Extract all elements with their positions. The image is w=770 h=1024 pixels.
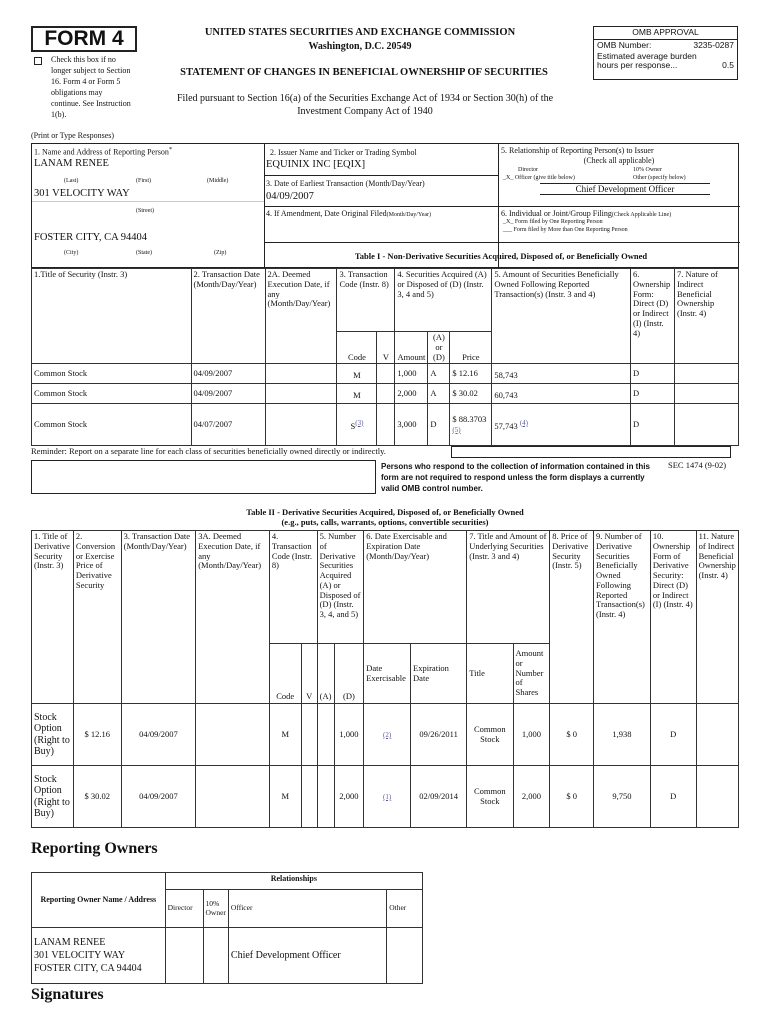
t2-price: $ 30.02 xyxy=(73,766,121,828)
t2-h-dprice: 8. Price of Derivative Security (Instr. 5) xyxy=(550,531,594,704)
reminder-field-left xyxy=(31,460,376,494)
t1-sub-v: V xyxy=(377,332,395,364)
t2-h-deemed: 3A. Deemed Execution Date, if any (Month/Day/Year) xyxy=(196,531,270,704)
t2-title: Stock Option (Right to Buy) xyxy=(32,766,74,828)
owner-other xyxy=(387,928,423,984)
filing-more[interactable]: ___ Form filed by More than One Reporting Person xyxy=(503,227,628,233)
owner-ten xyxy=(203,928,228,984)
t1-nature xyxy=(674,384,738,404)
t1-date: 04/09/2007 xyxy=(191,384,265,404)
t2-sub-d: (D) xyxy=(334,644,364,704)
relationship-officer-check[interactable]: _X_ Officer (give title below) xyxy=(503,175,575,181)
reporting-person-name: LANAM RENEE xyxy=(34,158,109,169)
omb-burden-label: Estimated average burden xyxy=(597,50,697,61)
t1-sub-code: Code xyxy=(337,332,377,364)
table-row xyxy=(32,404,739,446)
filed-pursuant-line2: Investment Company Act of 1940 xyxy=(297,106,433,117)
relationship-director: Director xyxy=(518,167,538,173)
t2-title: Stock Option (Right to Buy) xyxy=(32,704,74,766)
t2-owned: 9,750 xyxy=(594,766,651,828)
t2-sub-exer: Date Exercisable xyxy=(364,644,411,704)
t2-owned: 1,938 xyxy=(594,704,651,766)
t2-exer xyxy=(364,766,411,828)
omb-number: 3235-0287 xyxy=(693,39,734,50)
t2-u-amount: 2,000 xyxy=(513,766,550,828)
t2-u-title: Common Stock xyxy=(467,704,513,766)
owners-h-ten: 10% Owner xyxy=(203,890,228,928)
agency-city: Washington, D.C. 20549 xyxy=(308,41,412,52)
t2-h-title: 1. Title of Derivative Security (Instr. 3) xyxy=(32,531,74,704)
t2-deemed xyxy=(196,704,270,766)
t2-code: M xyxy=(269,704,301,766)
table1 xyxy=(31,268,739,446)
reporting-person-city: FOSTER CITY, CA 94404 xyxy=(34,232,147,243)
middle-label: (Middle) xyxy=(207,178,229,184)
t2-form: D xyxy=(650,766,696,828)
t2-h-underlying: 7. Title and Amount of Underlying Securities (Instr. 3 and 4) xyxy=(467,531,550,644)
t1-title: Common Stock xyxy=(32,384,192,404)
t1-sub-price: Price xyxy=(450,332,492,364)
t1-code: M xyxy=(337,384,377,404)
t2-h-nature: 11. Nature of Indirect Beneficial Ownership (Instr. 4) xyxy=(696,531,738,704)
owners-h-rel: Relationships xyxy=(165,873,422,890)
t1-code: M xyxy=(337,364,377,384)
owners-h-officer: Officer xyxy=(228,890,386,928)
t2-v xyxy=(301,704,317,766)
t1-h-nature: 7. Nature of Indirect Beneficial Ownership (Instr. 4) xyxy=(674,269,738,364)
relationship-other: Other (specify below) xyxy=(633,175,686,181)
t2-date: 04/09/2007 xyxy=(121,766,196,828)
state-label: (State) xyxy=(136,250,152,256)
t1-price: $ 88.3703 (5) xyxy=(450,404,492,446)
t1-code-footnote[interactable]: (3) xyxy=(355,418,364,427)
omb-approval-box xyxy=(593,26,738,80)
t1-code: S$^{(3)}$ xyxy=(337,404,377,446)
t1-form: D xyxy=(631,364,675,384)
t1-deemed xyxy=(265,364,337,384)
issuer-label: 2. Issuer Name and Ticker or Trading Symbol xyxy=(270,148,417,157)
t2-date: 04/09/2007 xyxy=(121,704,196,766)
relationship-label: 5. Relationship of Reporting Person(s) to Issuer xyxy=(501,146,654,155)
owners-h-other: Other xyxy=(387,890,423,928)
owner-addr1: 301 VELOCITY WAY xyxy=(34,950,126,961)
filing-one[interactable]: _X_ Form filed by One Reporting Person xyxy=(503,219,603,225)
t1-date: 04/09/2007 xyxy=(191,364,265,384)
t2-a xyxy=(317,766,334,828)
t1-form: D xyxy=(631,384,675,404)
form-title-box xyxy=(31,26,137,52)
t1-form: D xyxy=(631,404,675,446)
t2-v xyxy=(301,766,317,828)
omb-hours-label: hours per response... xyxy=(597,60,678,71)
t1-sub-aord: (A) or (D) xyxy=(428,332,450,364)
owner-director xyxy=(165,928,203,984)
t2-sub-a: (A) xyxy=(317,644,334,704)
t2-exp: 09/26/2011 xyxy=(411,704,467,766)
t2-price: $ 12.16 xyxy=(73,704,121,766)
t2-exer xyxy=(364,704,411,766)
table-row xyxy=(32,384,739,404)
t2-h-code: 4. Transaction Code (Instr. 8) xyxy=(269,531,317,644)
t1-amount: 1,000 xyxy=(395,364,428,384)
t2-dprice: $ 0 xyxy=(550,704,594,766)
reminder-text: Reminder: Report on a separate line for each class of securities beneficially owned directly or indirectly. xyxy=(31,446,386,456)
t1-v xyxy=(377,384,395,404)
city-label: (City) xyxy=(64,250,79,256)
earliest-transaction-date: 04/09/2007 xyxy=(266,191,314,202)
owner-address xyxy=(32,928,166,984)
t1-h-owned: 5. Amount of Securities Beneficially Owned Following Reported Transaction(s) (Instr. 3 and 4) xyxy=(492,269,631,364)
t2-exp: 02/09/2014 xyxy=(411,766,467,828)
t2-exer-footnote[interactable]: (1) xyxy=(383,792,392,801)
t1-date: 04/07/2007 xyxy=(191,404,265,446)
t2-sub-code: Code xyxy=(269,644,301,704)
t1-price: $ 12.16 xyxy=(450,364,492,384)
reminder-field-right xyxy=(451,446,731,458)
omb-hours: 0.5 xyxy=(722,60,734,71)
t2-h-price: 2. Conversion or Exercise Price of Derivative Security xyxy=(73,531,121,704)
t2-h-number: 5. Number of Derivative Securities Acquired (A) or Disposed of (D) (Instr. 3, 4, and 5) xyxy=(317,531,364,644)
signatures-heading: Signatures xyxy=(31,986,104,1003)
zip-label: (Zip) xyxy=(214,250,227,256)
owner-officer: Chief Development Officer xyxy=(228,928,386,984)
t2-h-form: 10. Ownership Form of Derivative Security: Direct (D) or Indirect (I) (Instr. 4) xyxy=(650,531,696,704)
t2-h-date: 3. Transaction Date (Month/Day/Year) xyxy=(121,531,196,704)
t1-price: $ 30.02 xyxy=(450,384,492,404)
t2-deemed xyxy=(196,766,270,828)
table-row xyxy=(32,766,739,828)
t1-h-code: 3. Transaction Code (Instr. 8) xyxy=(337,269,395,332)
t1-ad: A xyxy=(428,364,450,384)
t1-h-date: 2. Transaction Date (Month/Day/Year) xyxy=(191,269,265,364)
t1-h-form: 6. Ownership Form: Direct (D) or Indirect (I) (Instr. 4) xyxy=(631,269,675,364)
agency-name: UNITED STATES SECURITIES AND EXCHANGE COMMISSION xyxy=(204,27,516,38)
t1-v xyxy=(377,404,395,446)
t1-nature xyxy=(674,364,738,384)
t1-deemed xyxy=(265,404,337,446)
t2-u-amount: 1,000 xyxy=(513,704,550,766)
filing-label-suffix: (Check Applicable Line) xyxy=(611,212,672,218)
reporting-person-label: 1. Name and Address of Reporting Person* xyxy=(34,146,173,157)
t2-u-title: Common Stock xyxy=(467,766,513,828)
owners-h-name: Reporting Owner Name / Address xyxy=(32,873,166,928)
t1-title: Common Stock xyxy=(32,404,192,446)
t1-sub-amount: Amount xyxy=(395,332,428,364)
table-row xyxy=(32,364,739,384)
t1-ad: D xyxy=(428,404,450,446)
t1-title: Common Stock xyxy=(32,364,192,384)
t2-d: 2,000 xyxy=(334,766,364,828)
first-label: (First) xyxy=(136,178,151,184)
relationship-sub: (Check all applicable) xyxy=(583,156,655,165)
omb-title: OMB APPROVAL xyxy=(594,27,737,40)
t1-amount: 3,000 xyxy=(395,404,428,446)
t1-price-footnote[interactable]: (5) xyxy=(452,425,461,434)
t2-h-owned: 9. Number of Derivative Securities Beneficially Owned Following Reported Transaction(s) (Instr. 4) xyxy=(594,531,651,704)
t2-sub-amount: Amount or Number of Shares xyxy=(513,644,550,704)
omb-number-label: OMB Number: xyxy=(597,39,652,50)
last-label: (Last) xyxy=(64,178,79,184)
earliest-transaction-label: 3. Date of Earliest Transaction (Month/Day/Year) xyxy=(266,179,425,188)
table1-title: Table I - Non-Derivative Securities Acquired, Disposed of, or Beneficially Owned xyxy=(354,251,648,261)
owner-addr2: FOSTER CITY, CA 94404 xyxy=(34,963,142,974)
amendment-label: 4. If Amendment, Date Original Filed(Month/Day/Year) xyxy=(266,209,432,218)
t1-v xyxy=(377,364,395,384)
table2 xyxy=(31,530,739,828)
reporting-owners-table xyxy=(31,872,423,984)
t2-nature xyxy=(696,766,738,828)
t1-owned: 57,743 $^{(4)}$ xyxy=(492,404,631,446)
t1-owned: 58,743 xyxy=(492,364,631,384)
t2-h-exercisable: 6. Date Exercisable and Expiration Date (Month/Day/Year) xyxy=(364,531,467,644)
table-row xyxy=(32,928,423,984)
checkbox-note: Check this box if no longer subject to Section 16. Form 4 or Form 5 obligations may continue. See Instruction 1(b). xyxy=(51,55,131,119)
t1-ad: A xyxy=(428,384,450,404)
t1-owned-footnote[interactable]: (4) xyxy=(519,418,528,427)
persons-notice: Persons who respond to the collection of information contained in this form are not required to respond unless the form displays a currently valid OMB control number. xyxy=(381,462,650,493)
amendment-label-suffix: (Month/Day/Year) xyxy=(386,212,432,218)
t2-a xyxy=(317,704,334,766)
reporting-person-street: 301 VELOCITY WAY xyxy=(34,188,130,199)
reporting-person-marker: * xyxy=(168,146,173,153)
street-label: (Street) xyxy=(136,208,154,214)
filed-pursuant-line1: Filed pursuant to Section 16(a) of the Securities Exchange Act of 1934 or Section 30(h) of the xyxy=(176,93,554,104)
no-longer-subject-checkbox[interactable] xyxy=(34,57,42,65)
filing-label: 6. Individual or Joint/Group Filing(Check Applicable Line) xyxy=(501,209,672,218)
print-or-type: (Print or Type Responses) xyxy=(31,131,115,140)
table2-subtitle: (e.g., puts, calls, warrants, options, convertible securities) xyxy=(281,517,489,527)
t1-h-acquired: 4. Securities Acquired (A) or Disposed of (D) (Instr. 3, 4 and 5) xyxy=(395,269,492,332)
relationship-ten-pct: 10% Owner xyxy=(633,167,662,173)
sec-number: SEC 1474 (9-02) xyxy=(668,460,727,470)
table-row xyxy=(32,704,739,766)
statement-title: STATEMENT OF CHANGES IN BENEFICIAL OWNERSHIP OF SECURITIES xyxy=(180,67,548,78)
owner-name: LANAM RENEE xyxy=(34,937,106,948)
t1-nature xyxy=(674,404,738,446)
officer-title: Chief Development Officer xyxy=(540,183,710,195)
t2-d: 1,000 xyxy=(334,704,364,766)
t2-sub-v: V xyxy=(301,644,317,704)
t1-owned: 60,743 xyxy=(492,384,631,404)
t1-h-title: 1.Title of Security (Instr. 3) xyxy=(32,269,192,364)
t2-form: D xyxy=(650,704,696,766)
owners-h-director: Director xyxy=(165,890,203,928)
reporting-owners-heading: Reporting Owners xyxy=(31,840,158,857)
t2-exer-footnote[interactable]: (2) xyxy=(383,730,392,739)
form-title: FORM 4 xyxy=(44,27,124,50)
t1-amount: 2,000 xyxy=(395,384,428,404)
table2-title: Table II - Derivative Securities Acquired, Disposed of, or Beneficially Owned xyxy=(246,507,524,517)
t2-sub-title: Title xyxy=(467,644,513,704)
t2-nature xyxy=(696,704,738,766)
t2-dprice: $ 0 xyxy=(550,766,594,828)
issuer-name: EQUINIX INC [EQIX] xyxy=(266,159,366,170)
t1-h-deemed: 2A. Deemed Execution Date, if any (Month/Day/Year) xyxy=(265,269,337,364)
t2-sub-exp: Expiration Date xyxy=(411,644,467,704)
t2-code: M xyxy=(269,766,301,828)
t1-deemed xyxy=(265,384,337,404)
